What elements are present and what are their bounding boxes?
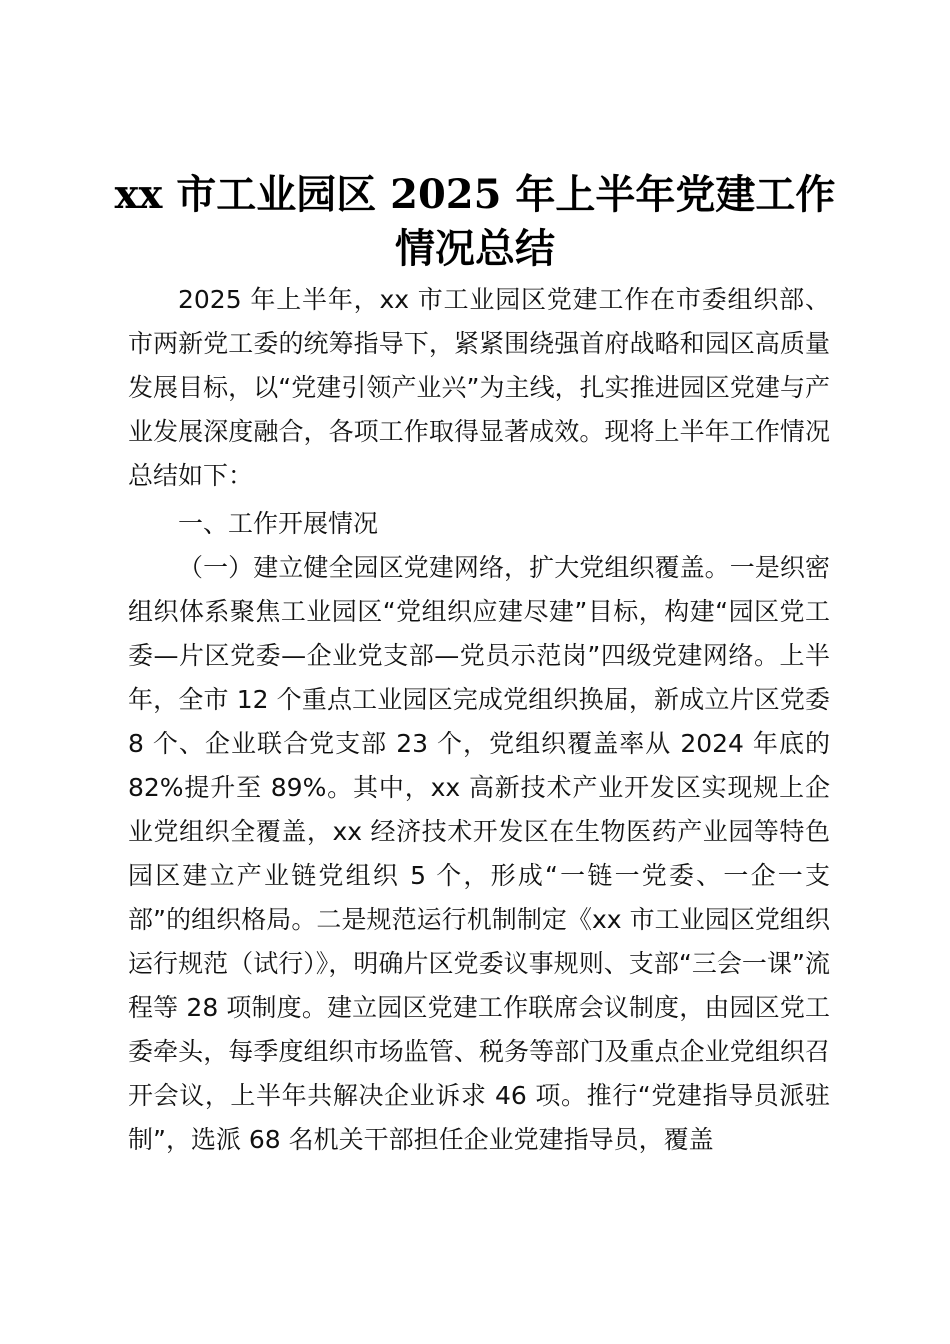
section-heading: 一、工作开展情况 bbox=[178, 509, 379, 538]
section-paragraph: （一）建立健全园区党建网络，扩大党组织覆盖。一是织密组织体系聚焦工业园区“党组织应建尽建”目标，构建“园区党工委—片区党委—企业党支部—党员示范岗”四级党建网络。上半年，全市 12 个重点工业园区完成党组织换届，新成立片区党委 8 个、企业联合党支部 23 个，党组织覆盖率从 2024 年底的 82%提升至 89%。其中，xx 高新技术产业开发区实现规上企业党组织全覆盖，xx 经济技术开发区在生物医药产业园等特色园区建立产业链党组织 5 个，形成“一链一党委、一企一支部”的组织格局。二是规范运行机制制定《xx 市工业园区党组织运行规范（试行）》，明确片区党委议事规则、支部“三会一课”流程等 28 项制度。建立园区党建工作联席会议制度，由园区党工委牵头，每季度组织市场监管、税务等部门及重点企业党组织召开会议，上半年共解决企业诉求 46 项。推行“党建指导员派驻制”，选派 68 名机关干部担任企业党建指导员，覆盖 bbox=[128, 553, 830, 1154]
intro-paragraph: 2025 年上半年，xx 市工业园区党建工作在市委组织部、市两新党工委的统筹指导下，紧紧围绕强首府战略和园区高质量发展目标，以“党建引领产业兴”为主线，扎实推进园区党建与产业发展深度融合，各项工作取得显著成效。现将上半年工作情况总结如下： bbox=[128, 285, 830, 490]
document-title: xx 市工业园区 2025 年上半年党建工作情况总结 bbox=[114, 171, 836, 272]
